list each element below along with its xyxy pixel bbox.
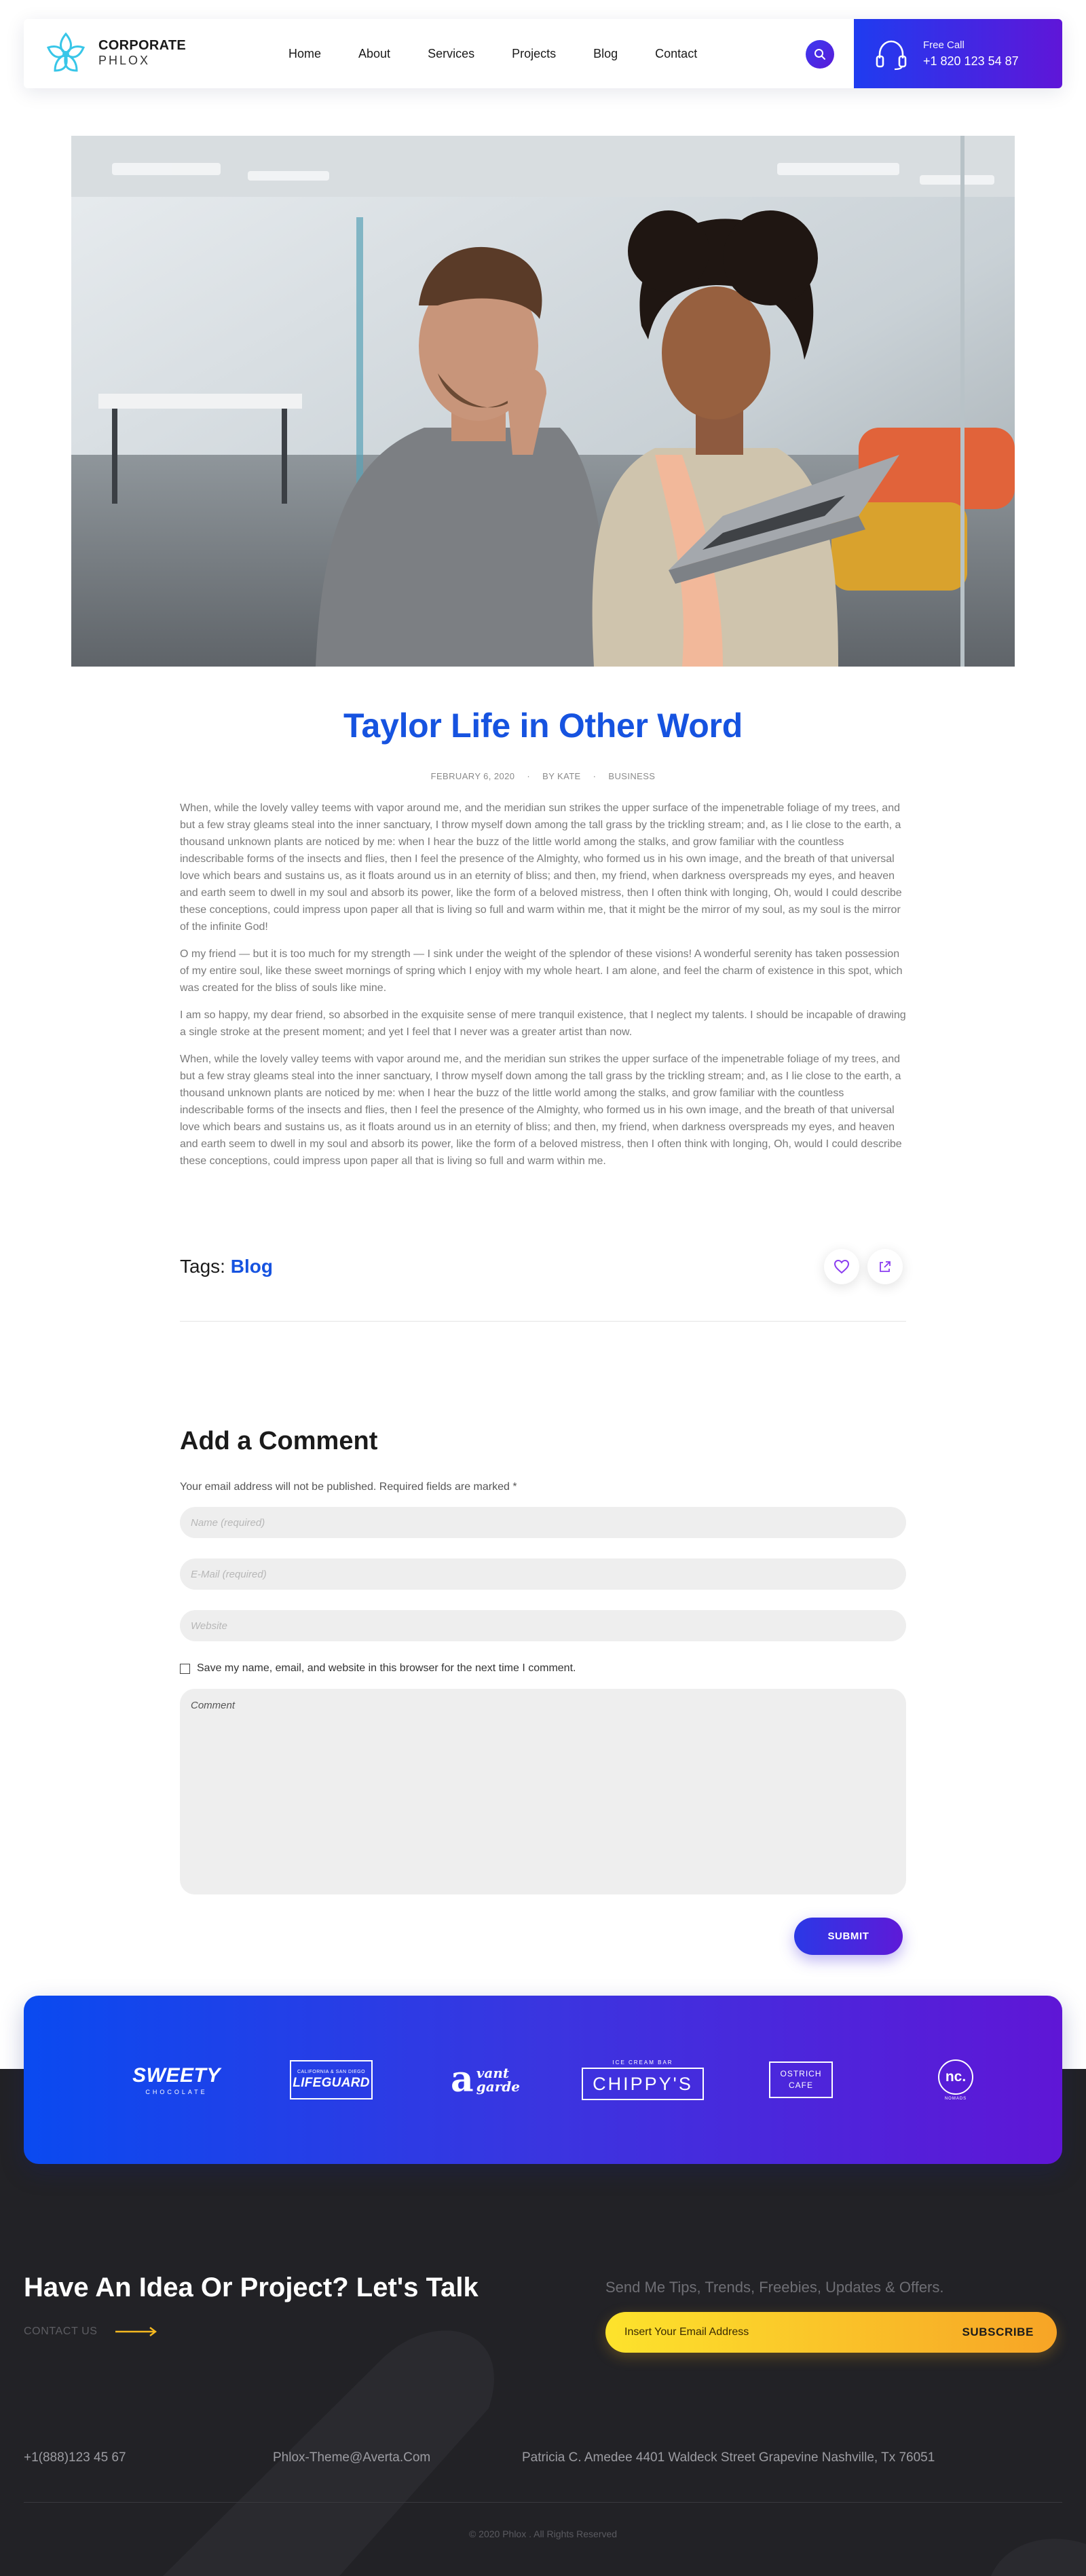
brand-ostrich-line1: OSTRICH — [780, 2069, 822, 2079]
name-field[interactable] — [180, 1507, 906, 1538]
tags-label: Tags: — [180, 1256, 225, 1277]
logo-subtitle: PHLOX — [98, 54, 151, 68]
brand-chippy-name: CHIPPY'S — [582, 2068, 704, 2100]
submit-button[interactable]: SUBMIT — [794, 1918, 903, 1955]
post-paragraph: I am so happy, my dear friend, so absorbed in the exquisite sense of mere tranquil existence, that I neglect my talents. I should be incapable of drawing a single stroke at the present moment; and yet I feel that I never was a greater artist than now. — [180, 1009, 906, 1038]
footer-email[interactable]: Phlox-Theme@Averta.Com — [273, 2450, 431, 2465]
nav-contact[interactable]: Contact — [655, 46, 698, 60]
post-tags — [180, 1256, 273, 1277]
comment-form-title: Add a Comment — [180, 1427, 378, 1455]
nav-about[interactable]: About — [358, 46, 391, 60]
copyright: © 2020 Phlox . All Rights Reserved — [468, 2528, 618, 2539]
post-paragraph: O my friend — but it is too much for my strength — I sink under the weight of the splendor of these visions! A wonderful serenity has taken possession of my entire soul, like these sweet mornings of spring which I enjoy with my whole heart. I am alone, and feel the charm of existence in this spot, which was created for the bliss of souls like mine. — [180, 948, 903, 994]
post-author[interactable]: BY KATE — [542, 771, 581, 781]
comment-form-note: Your email address will not be published. Required fields are marked * — [180, 1481, 517, 1493]
arrow-right-icon — [115, 2327, 157, 2336]
meta-separator: · — [527, 771, 531, 781]
brand-logo-vantgarde[interactable] — [421, 1996, 550, 2164]
site-header — [24, 19, 1062, 88]
brand-logo-ostrich[interactable] — [736, 1996, 865, 2164]
content-divider — [180, 1321, 906, 1322]
search-icon — [814, 48, 826, 60]
newsletter-email-input[interactable] — [624, 2312, 910, 2353]
call-label: Free Call — [923, 39, 965, 51]
post-category[interactable]: BUSINESS — [608, 771, 656, 781]
post-content — [180, 800, 906, 1180]
newsletter-form — [605, 2312, 1057, 2353]
contact-us-label: CONTACT US — [24, 2326, 98, 2337]
email-field[interactable] — [180, 1558, 906, 1590]
post-hero-image — [71, 136, 1015, 667]
post-title: Taylor Life in Other Word — [343, 707, 743, 745]
brand-lifeguard-sub: CALIFORNIA & SAN DIEGO — [297, 2069, 366, 2074]
post-paragraph: When, while the lovely valley teems with vapor around me, and the meridian sun strikes the upper surface of the impenetrable foliage of my trees, and but a few stray gleams steal into the inner sanctuary, I throw myself down among the tall grass by the trickling stream; and, as I lie close to the earth, a thousand unknown plants are noticed by me: when I hear the buzz of the little world among the stalks, and grow familiar with the countless indescribable forms of the insects and flies, then I feel the presence of the Almighty, who formed us in his own image, and the breath of that universal love which bears and sustains us, as it floats around us in an eternity of bliss; and then, my friend, when darkness overspreads my eyes, and heaven and earth seem to dwell in my soul and absorb its power, like the form of a beloved mistress, then I often think with longing, Oh, would I could describe these conceptions, could impress upon paper all that is living so full and warm within me, that it might be the mirror of my soul, as my soul is the mirror of the infinite God! — [180, 802, 902, 933]
brand-logos-band — [24, 1996, 1062, 2164]
brand-vant-line1: vant — [476, 2065, 510, 2081]
like-button[interactable] — [824, 1249, 859, 1284]
brand-logo-sweety[interactable] — [112, 1996, 241, 2164]
contact-us-link[interactable] — [24, 2326, 157, 2338]
footer-cta-title: Have An Idea Or Project? Let's Talk — [24, 2273, 479, 2302]
nav-blog[interactable]: Blog — [593, 46, 618, 60]
brand-ostrich-line2: CAFE — [788, 2080, 813, 2090]
brand-logo-chippys[interactable] — [575, 1996, 711, 2164]
free-call-box[interactable] — [854, 19, 1062, 88]
share-button[interactable] — [867, 1249, 903, 1284]
subscribe-button[interactable]: SUBSCRIBE — [962, 2312, 1034, 2353]
meta-separator: · — [593, 771, 597, 781]
heart-icon — [834, 1259, 850, 1274]
post-date[interactable]: FEBRUARY 6, 2020 — [430, 771, 515, 781]
headset-icon — [874, 38, 908, 71]
tag-link[interactable]: Blog — [230, 1256, 273, 1277]
website-field[interactable] — [180, 1610, 906, 1641]
share-icon — [878, 1260, 892, 1273]
brand-vant-mark: a — [451, 2059, 474, 2100]
post-meta — [0, 771, 1086, 781]
brand-nc-sub: NOMADS — [944, 2096, 967, 2101]
brand-lifeguard-name: LIFEGUARD — [293, 2075, 370, 2090]
brand-logo-lifeguard[interactable] — [267, 1996, 396, 2164]
save-info-row[interactable] — [180, 1662, 576, 1675]
footer-address: Patricia C. Amedee 4401 Waldeck Street Grapevine Nashville, Tx 76051 — [522, 2450, 935, 2465]
logo-title: CORPORATE — [98, 38, 186, 54]
brand-vant-line2: garde — [476, 2078, 520, 2095]
nav-services[interactable]: Services — [428, 46, 475, 60]
footer-divider — [24, 2502, 1062, 2503]
brand-sweety-name: SWEETY — [132, 2064, 221, 2087]
post-paragraph: When, while the lovely valley teems with vapor around me, and the meridian sun strikes the upper surface of the impenetrable foliage of my trees, and but a few stray gleams steal into the inner sanctuary, I throw myself down among the tall grass by the trickling stream; and, as I lie close to the earth, a thousand unknown plants are noticed by me: when I hear the buzz of the little world among the stalks, and grow familiar with the countless indescribable forms of the insects and flies, then I feel the presence of the Almighty, who formed us in his own image, and the breath of that universal love which bears and sustains us, as it floats around us in an eternity of bliss; and then, my friend, when darkness overspreads my eyes, and heaven and earth seem to dwell in my soul and absorb its power, like the form of a beloved mistress, then I often think with longing, Oh, would I could describe these conceptions, could impress upon paper all that is living so full and warm within me. — [180, 1053, 902, 1167]
call-number[interactable]: +1 820 123 54 87 — [923, 54, 1019, 68]
brand-nc-mark: nc. — [938, 2059, 973, 2095]
comment-textarea[interactable] — [180, 1689, 906, 1894]
brand-sweety-sub: CHOCOLATE — [145, 2089, 208, 2095]
search-button[interactable] — [806, 40, 834, 69]
brand-chippy-sub: ICE CREAM BAR — [612, 2059, 673, 2066]
nav-projects[interactable]: Projects — [512, 46, 557, 60]
nav-home[interactable]: Home — [288, 46, 322, 60]
save-info-label: Save my name, email, and website in this browser for the next time I comment. — [197, 1662, 576, 1674]
footer-phone[interactable]: +1(888)123 45 67 — [24, 2450, 126, 2465]
main-nav — [288, 19, 734, 88]
newsletter-label: Send Me Tips, Trends, Freebies, Updates & Offers. — [605, 2279, 944, 2296]
save-info-checkbox[interactable] — [180, 1664, 190, 1674]
site-logo[interactable] — [41, 29, 186, 77]
office-photo-illustration — [71, 136, 1015, 667]
logo-flower-icon — [41, 29, 90, 77]
brand-logo-nc[interactable] — [891, 1996, 1020, 2164]
